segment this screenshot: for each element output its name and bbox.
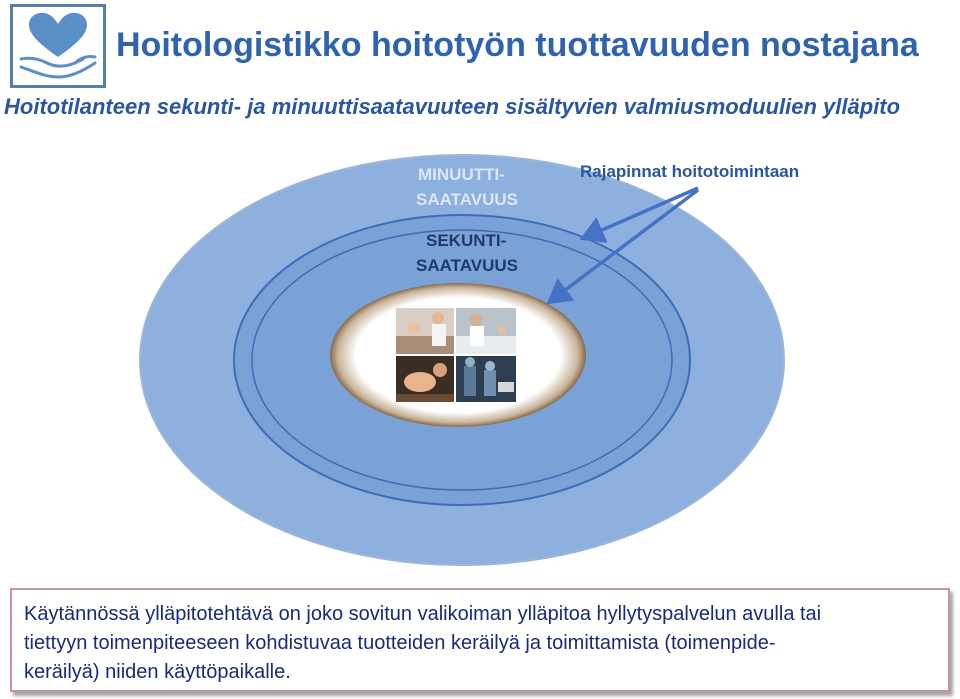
inner-ring-label-line1: SEKUNTI- <box>426 231 507 250</box>
page-subtitle: Hoitotilanteen sekunti- ja minuuttisaatavuuteen sisältyvien valmiusmoduulien ylläpito <box>4 94 901 119</box>
inner-ring-label-line2: SAATAVUUS <box>416 256 518 275</box>
note-line-2: tiettyyn toimenpiteeseen kohdistuvaa tuotteiden keräilyä ja toimittamista (toimenpide- <box>24 632 776 654</box>
inner-core-second-availability <box>330 283 586 427</box>
outer-ring-label-line2: SAATAVUUS <box>416 190 518 209</box>
explanation-note <box>10 588 950 692</box>
interface-callout-label: Rajapinnat hoitotoimintaan <box>580 162 800 181</box>
nurse-bedside-photo <box>456 308 516 354</box>
heart-in-hand-icon <box>13 7 103 85</box>
logo <box>10 4 106 88</box>
page-title: Hoitologistikko hoitotyön tuottavuuden nostajana <box>116 26 919 64</box>
infant-care-photo <box>396 356 454 402</box>
surgery-photo <box>456 356 516 402</box>
availability-diagram <box>0 130 960 580</box>
outer-ring-label-line1: MINUUTTI- <box>418 165 505 184</box>
note-line-1: Käytännössä ylläpitotehtävä on joko sovitun valikoiman ylläpitoa hyllytyspalvelun avulla tai <box>24 603 822 625</box>
note-line-3: keräilyä) niiden käyttöpaikalle. <box>24 661 291 683</box>
patient-care-photo <box>396 308 454 354</box>
